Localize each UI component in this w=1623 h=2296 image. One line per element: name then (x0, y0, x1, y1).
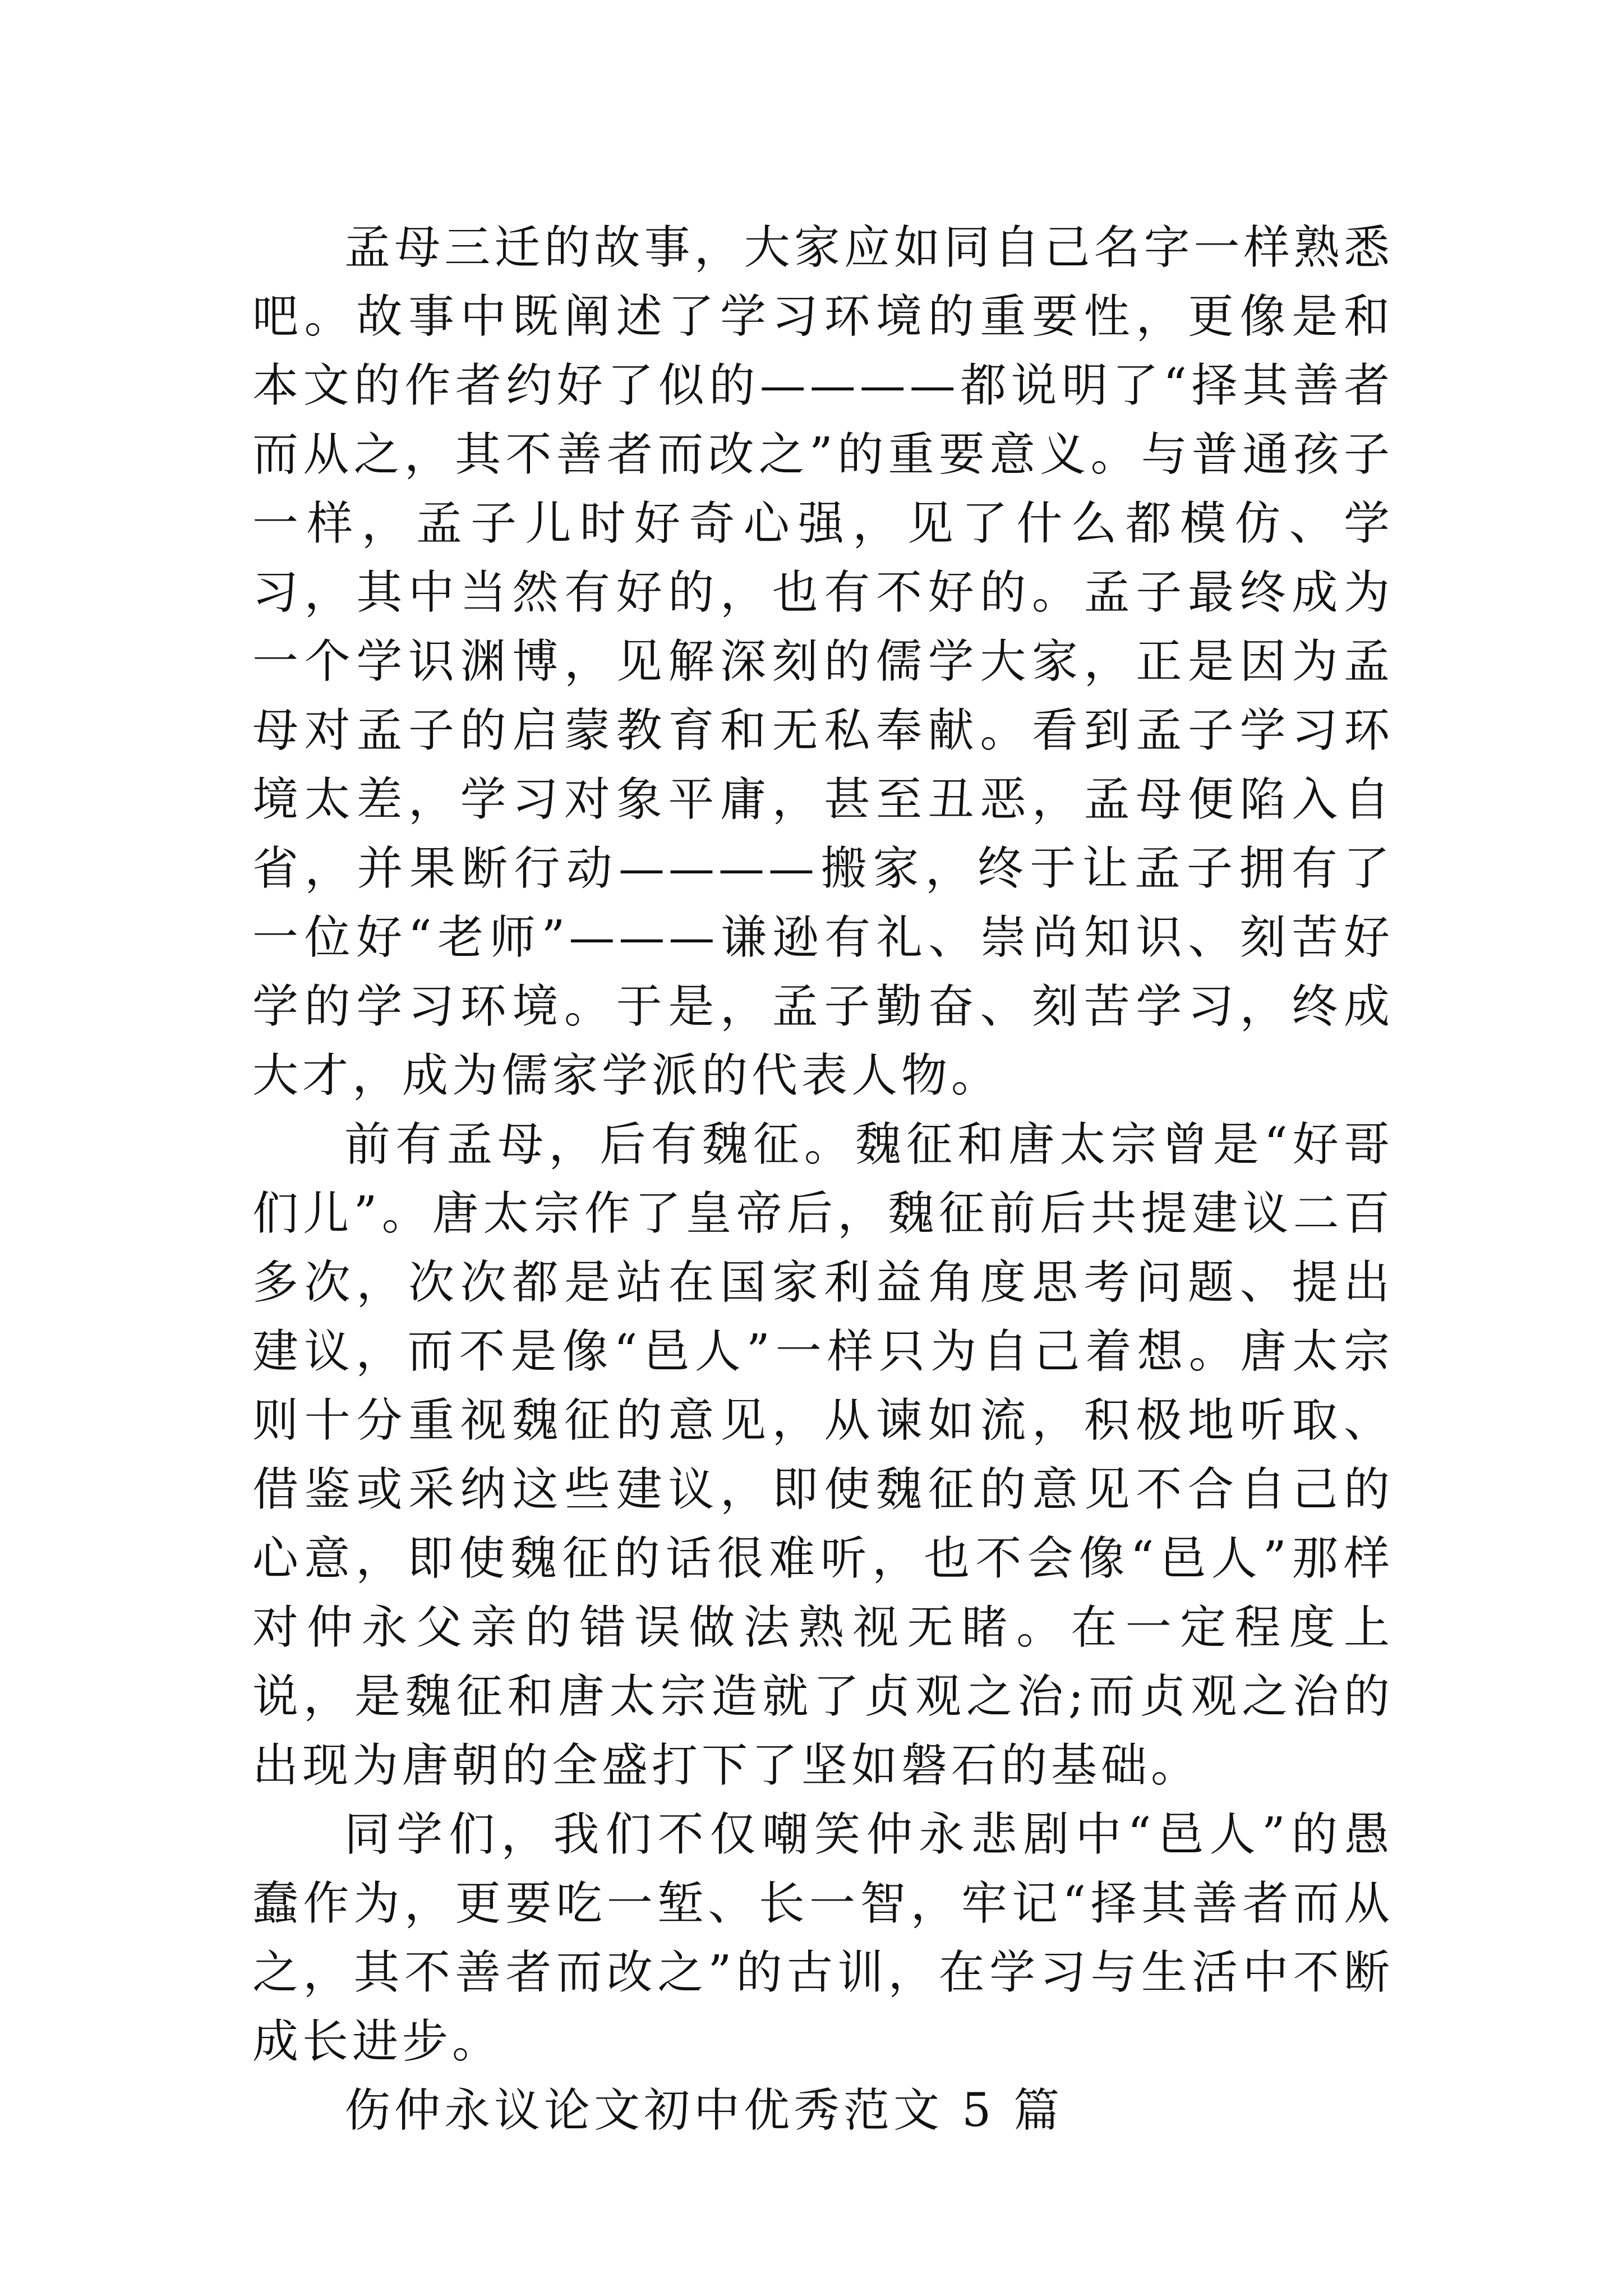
paragraph-weizheng: 前有孟母，后有魏征。魏征和唐太宗曾是“好哥们儿”。唐太宗作了皇帝后，魏征前后共提建议二百多次，次次都是站在国家利益角度思考问题、提出建议，而不是像“邑人”一样只为自己着想。唐太宗则十分重视魏征的意见，从谏如流，积极地听取、借鉴或采纳这些建议，即使魏征的意见不合自己的心意，即使魏征的话很难听，也不会像“邑人”那样对仲永父亲的错误做法熟视无睹。在一定程度上说，是魏征和唐太宗造就了贞观之治;而贞观之治的出现为唐朝的全盛打下了坚如磐石的基础。 (252, 1118, 1394, 1792)
document-body (252, 213, 1394, 2145)
paragraph-conclusion: 同学们，我们不仅嘲笑仲永悲剧中“邑人”的愚蠢作为，更要吃一堑、长一智，牢记“择其善者而从之，其不善者而改之”的古训，在学习与生活中不断成长进步。 (252, 1808, 1394, 2068)
paragraph-mengmu: 孟母三迁的故事，大家应如同自己名字一样熟悉吧。故事中既阐述了学习环境的重要性，更像是和本文的作者约好了似的————都说明了“择其善者而从之，其不善者而改之”的重要意义。与普通孩子一样，孟子儿时好奇心强，见了什么都模仿、学习，其中当然有好的，也有不好的。孟子最终成为一个学识渊博，见解深刻的儒学大家，正是因为孟母对孟子的启蒙教育和无私奉献。看到孟子学习环境太差，学习对象平庸，甚至丑恶，孟母便陷入自省，并果断行动————搬家，终于让孟子拥有了一位好“老师”———谦逊有礼、崇尚知识、刻苦好学的学习环境。于是，孟子勤奋、刻苦学习，终成大才，成为儒家学派的代表人物。 (252, 221, 1394, 1102)
next-article-title: 伤仲永议论文初中优秀范文 5 篇 (344, 2084, 1064, 2137)
